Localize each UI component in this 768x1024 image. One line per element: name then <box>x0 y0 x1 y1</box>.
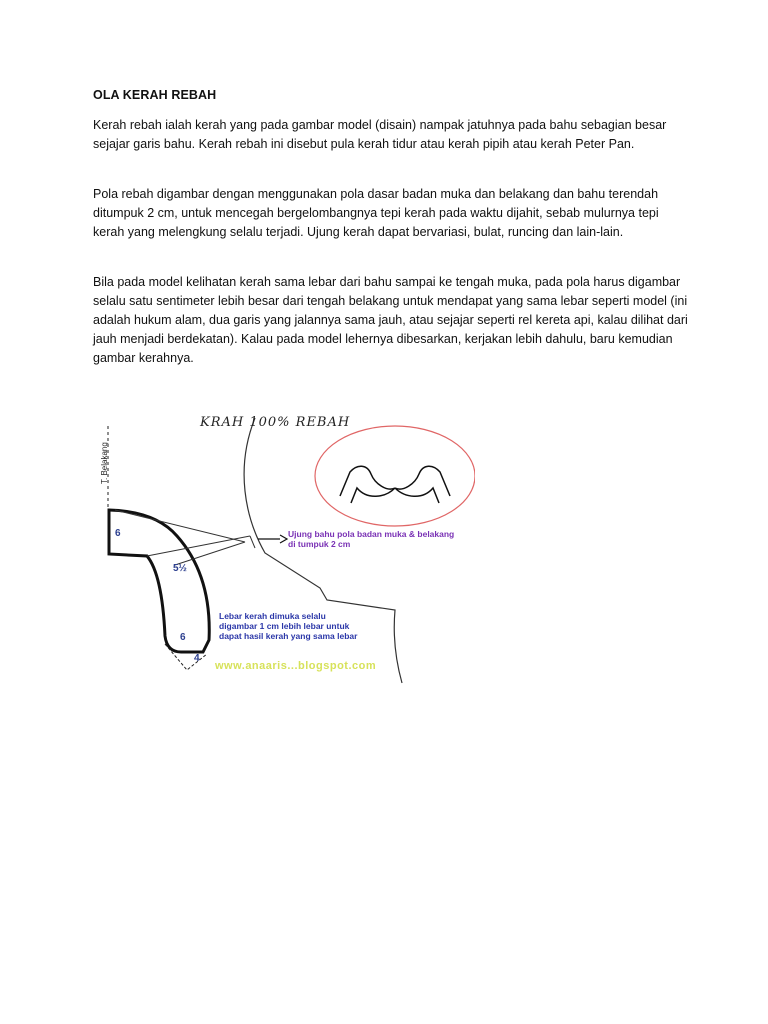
shoulder-overlap-note: Ujung bahu pola badan muka & belakang di tumpuk 2 cm <box>288 529 455 549</box>
paragraph-2: Pola rebah digambar dengan menggunakan pola dasar badan muka dan belakang dan bahu terendah ditumpuk 2 cm, untuk mencegah bergelombangnya tepi kerah pada waktu dijahit, sebab mulurnya tepi kerah yang melengkung selalu terjadi. Ujung kerah dapat bervariasi, bulat, runcing dan lain-lain. <box>93 187 659 239</box>
watermark-url: www.anaaris...blogspot.com <box>215 660 377 672</box>
model-ellipse <box>315 426 475 526</box>
collar-pattern-figure <box>95 408 475 688</box>
bodice-outline <box>244 418 402 683</box>
front-width-label: 6 <box>180 632 186 643</box>
model-collar-sketch-left <box>340 466 395 503</box>
center-back-label: T. Belakang <box>100 442 109 484</box>
bodice-armhole <box>250 536 255 548</box>
model-collar-sketch-right <box>395 466 450 503</box>
collar-piece-outline <box>109 510 209 652</box>
back-width-label: 6 <box>115 528 121 539</box>
tip-extension-label: 4 <box>194 653 200 664</box>
paragraph-1: Kerah rebah ialah kerah yang pada gambar model (disain) nampak jatuhnya pada bahu sebagian besar sejajar garis bahu. Kerah rebah ini disebut pula kerah tidur atau kerah pipih atau kerah Peter Pan. <box>93 118 667 151</box>
paragraph-3: Bila pada model kelihatan kerah sama lebar dari bahu sampai ke tengah muka, pada pola harus digambar selalu satu sentimeter lebih besar dari tengah belakang untuk mendapat yang sama lebar seperti model (ini adalah hukum alam, dua garis yang jalannya sama jauh, atau sejajar seperti rel kereta api, kalau dilihat dari jauh menjadi berdekatan). Kalau pada model lehernya dibesarkan, kerjakan lebih dahulu, baru kemudian gambar kerahnya. <box>93 275 688 365</box>
collar-width-note: Lebar kerah dimuka selalu digambar 1 cm lebih lebar untuk dapat hasil kerah yang sama lebar <box>219 611 358 641</box>
figure-title: KRAH 100% REBAH <box>200 415 351 430</box>
page-title: OLA KERAH REBAH <box>93 88 217 102</box>
arrow-head-icon <box>280 535 287 543</box>
curve-width-label: 5½ <box>173 563 187 574</box>
